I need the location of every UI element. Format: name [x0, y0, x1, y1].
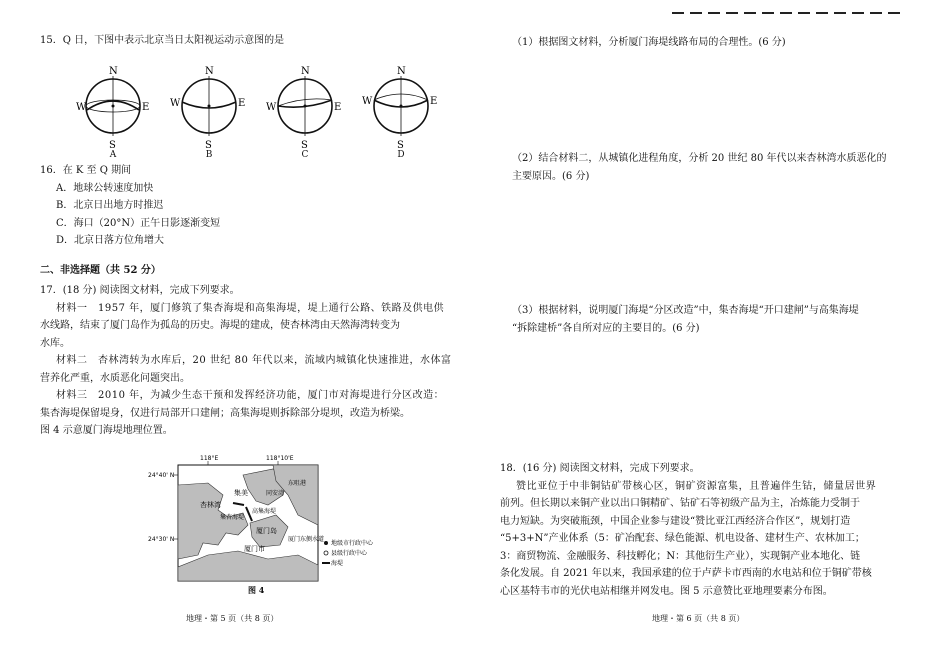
svg-text:W: W — [266, 102, 277, 113]
option-b[interactable]: B．北京日出地方时推迟 — [56, 200, 164, 211]
material-3-line-3: 图 4 示意厦门海堤地理位置。 — [40, 425, 173, 436]
svg-text:24°30' N: 24°30' N — [148, 536, 175, 543]
option-c[interactable]: C．海口（20°N）正午日影逐渐变短 — [56, 217, 221, 229]
svg-text:S: S — [397, 140, 404, 151]
diagram-label: D — [397, 150, 405, 160]
svg-text:S: S — [301, 140, 308, 151]
left-page-footer: 地理・第 5 页（共 8 页） — [186, 614, 279, 623]
svg-text:W: W — [76, 102, 87, 113]
diagram-d[interactable] — [362, 62, 440, 166]
svg-text:厦门岛: 厦门岛 — [256, 527, 277, 535]
svg-text:N: N — [301, 66, 310, 77]
question-17-part-2 — [512, 150, 912, 185]
svg-text:N: N — [205, 66, 214, 77]
diagram-a[interactable] — [74, 62, 152, 166]
material-3-line-1: 材料三 2010 年，为减少生态干预和发挥经济功能，厦门市对海堤进行分区改造： — [56, 390, 445, 401]
question-18-line-7: 心区基特韦市的光伏电站相继并网发电。图 5 示意赞比亚地理要素分布图。 — [500, 585, 833, 597]
svg-text:118°10'E: 118°10'E — [266, 455, 294, 462]
svg-text:E: E — [142, 102, 150, 113]
diagram-b[interactable] — [170, 62, 248, 166]
material-1-line-3: 水库。 — [40, 337, 70, 349]
question-17-part-2-line-1: （2）结合材料二，从城镇化进程角度，分析 20 世纪 80 年代以来杏林湾水质恶化的 — [512, 153, 887, 164]
svg-text:杏林湾: 杏林湾 — [200, 501, 221, 509]
svg-text:N: N — [109, 66, 118, 77]
question-18-line-3: 电力短缺。为突破瓶颈，中国企业参与建设“赞比亚江西经济合作区”，规划打造 — [500, 515, 851, 527]
material-3-line-2: 集杏海堤保留堤身，仅进行局部开口建闸；高集海堤则拆除部分堤坝，改造为桥梁。 — [40, 407, 410, 419]
section-heading: 二、非选择题（共 52 分） — [40, 265, 161, 276]
material-1-line-1: 材料一 1957 年，厦门修筑了集杏海堤和高集海堤，堤上通行公路、铁路及供电供 — [56, 302, 445, 314]
question-16 — [40, 162, 460, 250]
diagram-label: B — [205, 150, 213, 160]
question-17 — [40, 282, 460, 440]
svg-text:E: E — [430, 96, 438, 107]
question-18-line-2: 前列。但长期以来铜产业以出口铜精矿、钴矿石等初级产品为主，冶炼能力受制于 — [500, 498, 860, 509]
material-1-line-2: 水线路，结束了厦门岛作为孤岛的历史。海堤的建成，使杏林湾由天然海湾转变为 — [40, 320, 400, 331]
material-2-line-2: 营养化严重，水质恶化问题突出。 — [40, 372, 190, 384]
svg-text:W: W — [170, 98, 181, 109]
right-page-footer: 地理・第 6 页（共 8 页） — [652, 614, 745, 623]
question-16-stem: 16．在 K 至 Q 期间 — [40, 165, 132, 176]
question-18-line-5: 3：商贸物流、金融服务、科技孵化；N：其他衍生产业），实现铜产业本地化、链 — [500, 550, 861, 562]
question-18-stem: 18．(16 分) 阅读图文材料，完成下列要求。 — [500, 463, 700, 474]
question-18-line-6: 条化发展。自 2021 年以来，我国承建的位于卢萨卡市西南的水电站和位于铜矿带核 — [500, 568, 872, 579]
question-18-line-1: 赞比亚位于中非铜钴矿带核心区，铜矿资源富集，且普遍伴生钴，储量居世界 — [516, 480, 877, 492]
svg-text:集美: 集美 — [234, 489, 248, 497]
diagram-c[interactable] — [266, 62, 344, 166]
svg-text:集杏海堤: 集杏海堤 — [220, 514, 245, 521]
svg-text:东咀港: 东咀港 — [288, 480, 307, 487]
question-17-part-3-line-2: “拆除建桥”各自所对应的主要目的。(6 分) — [512, 322, 700, 334]
question-18-line-4: “5+3+N”产业体系（5：矿冶配套、绿色能源、机电设备、建材生产、农林加工； — [500, 533, 865, 544]
svg-text:高集海堤: 高集海堤 — [252, 508, 277, 515]
question-17-part-2-line-2: 主要原因。(6 分) — [512, 170, 590, 182]
figure-4-map — [148, 455, 408, 605]
svg-text:同安湾: 同安湾 — [266, 490, 285, 497]
option-a[interactable]: A．地球公转速度加快 — [56, 182, 154, 194]
question-15: 15．Q 日，下图中表示北京当日太阳视运动示意图的是 — [40, 35, 285, 46]
svg-text:118°E: 118°E — [200, 455, 219, 462]
diagram-label: C — [301, 150, 309, 160]
svg-text:S: S — [109, 140, 116, 151]
svg-text:S: S — [205, 140, 212, 151]
svg-text:W: W — [362, 96, 373, 107]
option-d[interactable]: D．北京日落方位角增大 — [56, 235, 165, 246]
svg-text:海堤: 海堤 — [331, 560, 344, 567]
header-dashes — [672, 12, 900, 14]
svg-text:地级市行政中心: 地级市行政中心 — [331, 540, 374, 547]
figure-4-caption: 图 4 — [248, 585, 265, 595]
question-18 — [500, 460, 910, 600]
question-17-part-1: （1）根据图文材料，分析厦门海堤线路布局的合理性。(6 分) — [512, 37, 786, 48]
material-2-line-1: 材料二 杏林湾转为水库后，20 世纪 80 年代以来，流域内城镇化快速推进，水体富 — [56, 355, 452, 366]
svg-text:E: E — [238, 98, 246, 109]
sun-path-diagrams — [74, 62, 454, 166]
svg-text:厦门市: 厦门市 — [244, 545, 265, 553]
svg-text:E: E — [334, 102, 342, 113]
question-17-stem: 17．(18 分) 阅读图文材料，完成下列要求。 — [40, 285, 240, 296]
question-17-part-3-line-1: （3）根据材料，说明厦门海堤“分区改造”中，集杏海堤“开口建闸”与高集海堤 — [512, 305, 859, 316]
svg-text:24°40' N: 24°40' N — [148, 472, 175, 479]
diagram-label: A — [109, 150, 117, 160]
question-17-part-3 — [512, 302, 912, 337]
svg-text:县级行政中心: 县级行政中心 — [331, 550, 368, 557]
svg-text:厦门东侧水道: 厦门东侧水道 — [288, 536, 325, 543]
svg-text:N: N — [397, 66, 406, 77]
